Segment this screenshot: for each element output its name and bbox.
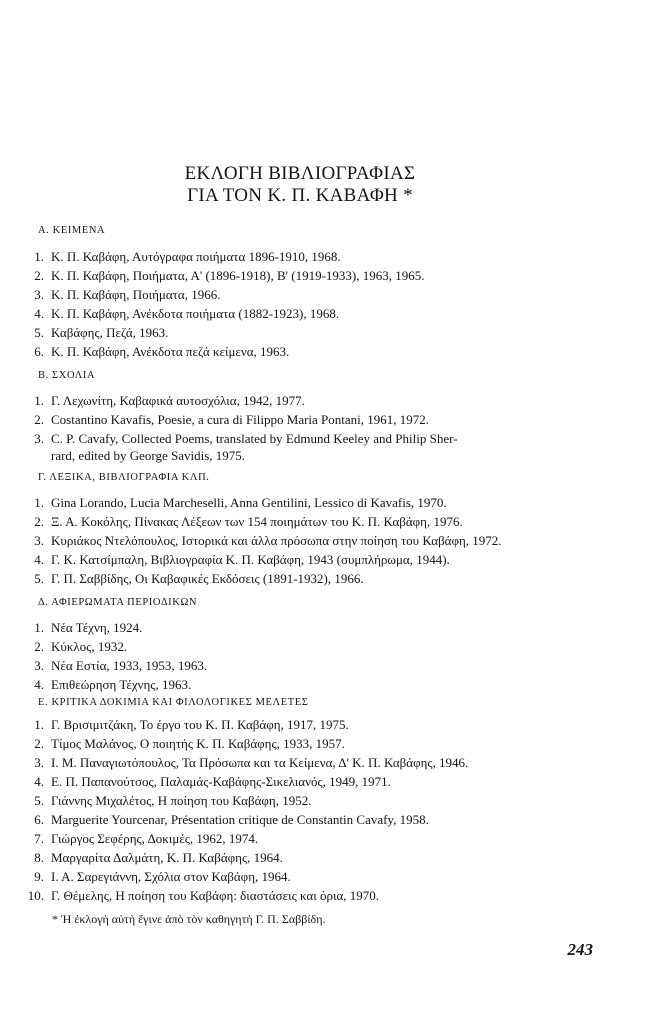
item-number: 6.: [34, 812, 44, 827]
item-number: 8.: [34, 850, 44, 865]
item-number: 3.: [34, 658, 44, 673]
item-number: 2.: [34, 736, 44, 751]
item-number: 5.: [34, 325, 44, 340]
item-number: 7.: [34, 831, 44, 846]
list-item: [20, 550, 595, 569]
item-number: 4.: [34, 306, 44, 321]
item-text: Γ. Π. Σαββίδης, Οι Καβαφικές Εκδόσεις (1891-1932), 1966.: [51, 571, 364, 586]
list-item: [20, 342, 595, 361]
item-text: Ι. Α. Σαρεγιάννη, Σχόλια στον Καβάφη, 1964.: [51, 869, 291, 884]
item-text: Γιώργος Σεφέρης, Δοκιμές, 1962, 1974.: [51, 831, 259, 846]
section-heading-b: Β. ΣΧΟΛΙΑ: [38, 370, 96, 381]
section-heading-e: Ε. ΚΡΙΤΙΚΑ ΔΟΚΙΜΙΑ ΚΑΙ ΦΙΛΟΛΟΓΙΚΕΣ ΜΕΛΕΤΕΣ: [38, 697, 309, 708]
item-text: Κ. Π. Καβάφη, Ανέκδοτα ποιήματα (1882-1923), 1968.: [51, 306, 340, 321]
list-item: [20, 715, 595, 734]
section-heading-a: Α. ΚΕΙΜΕΝΑ: [38, 225, 106, 236]
item-text: Ι. Μ. Παναγιωτόπουλος, Τα Πρόσωπα και τα Κείμενα, Δ' Κ. Π. Καβάφης, 1946.: [51, 755, 469, 770]
item-text: Καβάφης, Πεζά, 1963.: [51, 325, 169, 340]
item-text: Κ. Π. Καβάφη, Ποιήματα, Α' (1896-1918), Β' (1919-1933), 1963, 1965.: [51, 268, 425, 283]
list-item: [20, 569, 595, 588]
list-item: [20, 637, 595, 656]
list-item: [20, 656, 595, 675]
item-number: 2.: [34, 268, 44, 283]
item-number: 6.: [34, 344, 44, 359]
item-text: Κύκλος, 1932.: [51, 639, 128, 654]
list-item: [20, 829, 595, 848]
footnote: * Ἡ ἐκλογὴ αὐτὴ ἔγινε ἀπὸ τὸν καθηγητὴ Γ. Π. Σαββίδη.: [52, 912, 326, 926]
item-text: Ξ. Α. Κοκόλης, Πίνακας Λέξεων των 154 ποιημάτων του Κ. Π. Καβάφη, 1976.: [51, 514, 463, 529]
item-text: Νέα Εστία, 1933, 1953, 1963.: [51, 658, 208, 673]
item-text: Gina Lorando, Lucia Marcheselli, Anna Gentilini, Lessico di Kavafis, 1970.: [51, 495, 447, 510]
item-number: 3.: [34, 755, 44, 770]
list-item: [20, 410, 595, 429]
item-text: Γ. Βρισιμιτζάκη, Το έργο του Κ. Π. Καβάφη, 1917, 1975.: [51, 717, 349, 732]
item-number: 9.: [34, 869, 44, 884]
item-number: 3.: [34, 431, 44, 446]
list-item: [20, 772, 595, 791]
item-text: Νέα Τέχνη, 1924.: [51, 620, 143, 635]
list-item: [20, 247, 595, 266]
list-item: [20, 867, 595, 886]
item-text: Κυριάκος Ντελόπουλος, Ιστορικά και άλλα πρόσωπα στην ποίηση του Καβάφη, 1972.: [51, 533, 502, 548]
list-item: [20, 618, 595, 637]
item-text: Costantino Kavafis, Poesie, a cura di Filippo Maria Pontani, 1961, 1972.: [51, 412, 430, 427]
item-text: Επιθεώρηση Τέχνης, 1963.: [51, 677, 192, 692]
item-text-continuation: rard, edited by George Savidis, 1975.: [51, 448, 245, 463]
list-item: [20, 266, 595, 285]
list-item: [20, 323, 595, 342]
list-item: [20, 791, 595, 810]
item-number: 1.: [34, 495, 44, 510]
item-text: Γ. Θέμελης, Η ποίηση του Καβάφη: διαστάσεις και όρια, 1970.: [51, 888, 380, 903]
list-item: [20, 734, 595, 753]
list-item: [20, 285, 595, 304]
item-number: 2.: [34, 639, 44, 654]
item-text: Γιάννης Μιχαλέτος, Η ποίηση του Καβάφη, 1952.: [51, 793, 312, 808]
item-text: Κ. Π. Καβάφη, Ποιήματα, 1966.: [51, 287, 221, 302]
item-text: Κ. Π. Καβάφη, Αυτόγραφα ποιήματα 1896-1910, 1968.: [51, 249, 341, 264]
item-number: 4.: [34, 677, 44, 692]
item-number: 2.: [34, 514, 44, 529]
section-heading-c: Γ. ΛΕΞΙΚΑ, ΒΙΒΛΙΟΓΡΑΦΙΑ ΚΛΠ.: [38, 472, 210, 483]
list-item: [20, 531, 595, 550]
page-title-line-2: ΓΙΑ ΤΟΝ Κ. Π. ΚΑΒΑΦΗ *: [187, 185, 413, 206]
item-text: C. P. Cavafy, Collected Poems, translated by Edmund Keeley and Philip Sher-: [51, 431, 458, 446]
page-title-line-1: ΕΚΛΟΓΗ ΒΙΒΛΙΟΓΡΑΦΙΑΣ: [184, 163, 416, 184]
item-number: 3.: [34, 287, 44, 302]
list-item: [20, 848, 595, 867]
item-text: Κ. Π. Καβάφη, Ανέκδοτα πεζά κείμενα, 1963.: [51, 344, 290, 359]
item-text: Γ. Κ. Κατσίμπαλη, Βιβλιογραφία Κ. Π. Καβάφη, 1943 (συμπλήρωμα, 1944).: [51, 552, 450, 567]
item-number: 5.: [34, 571, 44, 586]
item-text: Ε. Π. Παπανούτσος, Παλαμάς-Καβάφης-Σικελιανός, 1949, 1971.: [51, 774, 391, 789]
list-item: [20, 493, 595, 512]
list-item: [20, 391, 595, 410]
list-item: [20, 675, 595, 694]
item-text: Μαργαρίτα Δαλμάτη, Κ. Π. Καβάφης, 1964.: [51, 850, 283, 865]
item-number: 4.: [34, 552, 44, 567]
item-number: 10.: [27, 888, 44, 903]
item-text: Γ. Λεχωνίτη, Καβαφικά αυτοσχόλια, 1942, 1977.: [51, 393, 305, 408]
item-number: 5.: [34, 793, 44, 808]
item-number: 1.: [34, 717, 44, 732]
list-item: [20, 886, 595, 905]
list-item: [20, 512, 595, 531]
item-number: 1.: [34, 620, 44, 635]
list-item: [20, 304, 595, 323]
list-item: [20, 753, 595, 772]
item-number: 4.: [34, 774, 44, 789]
page-number: 243: [567, 940, 593, 959]
item-number: 1.: [34, 249, 44, 264]
item-text: Marguerite Yourcenar, Présentation critique de Constantin Cavafy, 1958.: [51, 812, 429, 827]
item-number: 1.: [34, 393, 44, 408]
item-number: 3.: [34, 533, 44, 548]
item-text: Τίμος Μαλάνος, Ο ποιητής Κ. Π. Καβάφης, 1933, 1957.: [51, 736, 345, 751]
section-heading-d: Δ. ΑΦΙΕΡΩΜΑΤΑ ΠΕΡΙΟΔΙΚΩΝ: [38, 597, 198, 608]
item-number: 2.: [34, 412, 44, 427]
list-item: [20, 810, 595, 829]
